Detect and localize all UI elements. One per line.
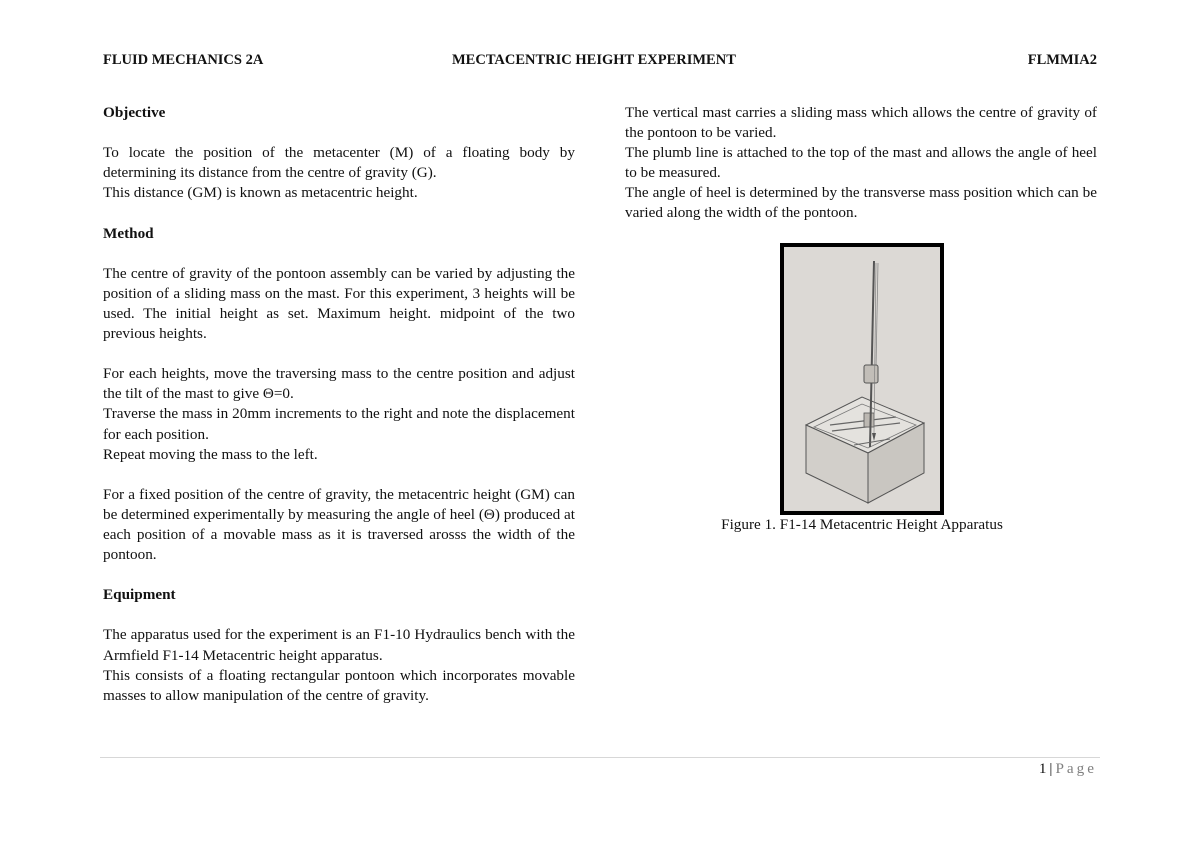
right-column	[625, 103, 1097, 224]
apparatus-sketch	[784, 247, 940, 511]
page-footer	[1039, 760, 1097, 778]
mast-paragraph: The vertical mast carries a sliding mass which allows the centre of gravity of the pontoon to be varied.	[625, 104, 1097, 142]
objective-heading: Objective	[103, 104, 166, 121]
page-label: Page	[1055, 760, 1097, 777]
page-header	[103, 52, 1097, 72]
page-number: 1	[1038, 760, 1047, 777]
equipment-paragraph-1: The apparatus used for the experiment is an F1-10 Hydraulics bench with the Armfield F1-14 Metacentric height apparatus.	[103, 626, 575, 664]
angle-of-heel-paragraph: The angle of heel is determined by the transverse mass position which can be varied along the width of the pontoon.	[625, 184, 1097, 222]
document-title: MECTACENTRIC HEIGHT EXPERIMENT	[452, 52, 736, 68]
method-paragraph-5: For a fixed position of the centre of gravity, the metacentric height (GM) can be determined experimentally by measuring the angle of heel (Θ) produced at each position of a movable mass as it is traversed arosss the width of the pontoon.	[103, 485, 575, 564]
method-paragraph-4: Repeat moving the mass to the left.	[103, 445, 318, 463]
objective-paragraph: To locate the position of the metacenter (M) of a floating body by determining its distance from the centre of gravity (G).	[103, 144, 575, 182]
method-paragraph-1: The centre of gravity of the pontoon assembly can be varied by adjusting the position of a sliding mass on the mast. For this experiment, 3 heights will be used. The initial height as set. Maximum height. midpoint of the two previous heights.	[103, 264, 575, 343]
equipment-heading: Equipment	[103, 586, 176, 604]
method-paragraph-3: Traverse the mass in 20mm increments to the right and note the displacement for each position.	[103, 405, 575, 443]
page-separator: |	[1049, 760, 1053, 777]
equipment-paragraph-2: This consists of a floating rectangular pontoon which incorporates movable masses to allow manipulation of the centre of gravity.	[103, 666, 575, 704]
figure-caption: Figure 1. F1-14 Metacentric Height Apparatus	[721, 516, 1003, 533]
course-title: FLUID MECHANICS 2A	[103, 52, 264, 68]
footer-divider	[100, 757, 1100, 758]
apparatus-photo	[780, 243, 944, 515]
method-paragraph-2: For each heights, move the traversing mass to the centre position and adjust the tilt of the mast to give Θ=0.	[103, 365, 575, 403]
objective-paragraph-2: This distance (GM) is known as metacentric height.	[103, 184, 418, 202]
left-column	[103, 103, 575, 706]
plumb-line-paragraph: The plumb line is attached to the top of the mast and allows the angle of heel to be measured.	[625, 144, 1097, 182]
method-heading: Method	[103, 224, 154, 242]
course-code: FLMMIA2	[1027, 52, 1097, 68]
